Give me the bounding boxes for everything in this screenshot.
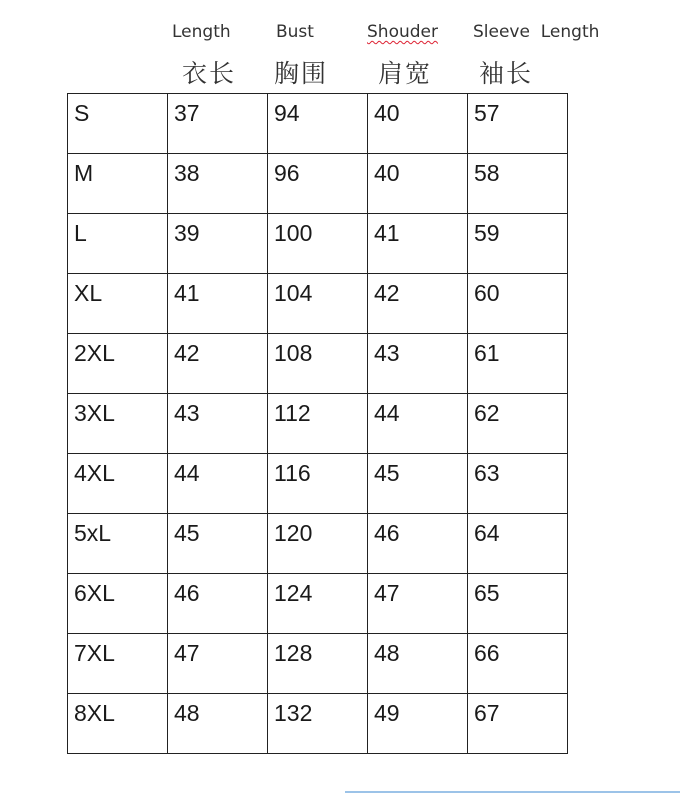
shoulder-cell: 45	[368, 454, 468, 514]
shoulder-cell: 47	[368, 574, 468, 634]
header-zh-bust: 胸围	[274, 59, 329, 88]
header-en-shoulder: Shouder	[367, 22, 438, 42]
length-cell: 37	[168, 94, 268, 154]
header-en-length: Length	[172, 22, 231, 42]
length-cell: 47	[168, 634, 268, 694]
bust-cell: 124	[268, 574, 368, 634]
size-cell: 7XL	[68, 634, 168, 694]
shoulder-cell: 44	[368, 394, 468, 454]
size-cell: M	[68, 154, 168, 214]
sleeve-length-cell: 62	[468, 394, 568, 454]
shoulder-cell: 46	[368, 514, 468, 574]
bust-cell: 112	[268, 394, 368, 454]
bust-cell: 116	[268, 454, 368, 514]
length-cell: 44	[168, 454, 268, 514]
bust-cell: 96	[268, 154, 368, 214]
size-cell: XL	[68, 274, 168, 334]
table-row	[68, 694, 568, 754]
bust-cell: 108	[268, 334, 368, 394]
length-cell: 46	[168, 574, 268, 634]
bust-cell: 128	[268, 634, 368, 694]
bottom-divider	[345, 791, 680, 793]
sleeve-length-cell: 65	[468, 574, 568, 634]
length-cell: 42	[168, 334, 268, 394]
sleeve-length-cell: 66	[468, 634, 568, 694]
table-row	[68, 94, 568, 154]
table-row	[68, 514, 568, 574]
shoulder-cell: 40	[368, 94, 468, 154]
size-cell: 8XL	[68, 694, 168, 754]
header-zh-length: 衣长	[182, 59, 237, 88]
size-cell: 6XL	[68, 574, 168, 634]
bust-cell: 120	[268, 514, 368, 574]
sleeve-length-cell: 58	[468, 154, 568, 214]
shoulder-cell: 40	[368, 154, 468, 214]
shoulder-cell: 48	[368, 634, 468, 694]
length-cell: 38	[168, 154, 268, 214]
bust-cell: 132	[268, 694, 368, 754]
header-zh-shoulder: 肩宽	[378, 59, 433, 88]
size-cell: S	[68, 94, 168, 154]
bust-cell: 104	[268, 274, 368, 334]
table-row	[68, 154, 568, 214]
header-en-sleeve-length: Sleeve Length	[473, 22, 600, 42]
sleeve-length-cell: 57	[468, 94, 568, 154]
table-row	[68, 574, 568, 634]
table-row	[68, 334, 568, 394]
sleeve-length-cell: 63	[468, 454, 568, 514]
length-cell: 45	[168, 514, 268, 574]
size-cell: 4XL	[68, 454, 168, 514]
size-cell: 2XL	[68, 334, 168, 394]
length-cell: 41	[168, 274, 268, 334]
shoulder-cell: 42	[368, 274, 468, 334]
shoulder-cell: 43	[368, 334, 468, 394]
table-row	[68, 454, 568, 514]
shoulder-cell: 49	[368, 694, 468, 754]
size-cell: 3XL	[68, 394, 168, 454]
header-zh-sleeve-length: 袖长	[479, 59, 534, 88]
sleeve-length-cell: 59	[468, 214, 568, 274]
shoulder-cell: 41	[368, 214, 468, 274]
bust-cell: 100	[268, 214, 368, 274]
length-cell: 48	[168, 694, 268, 754]
table-row	[68, 214, 568, 274]
sleeve-length-cell: 60	[468, 274, 568, 334]
size-cell: L	[68, 214, 168, 274]
sleeve-length-cell: 64	[468, 514, 568, 574]
sleeve-length-cell: 61	[468, 334, 568, 394]
length-cell: 43	[168, 394, 268, 454]
length-cell: 39	[168, 214, 268, 274]
table-row	[68, 274, 568, 334]
size-cell: 5xL	[68, 514, 168, 574]
bust-cell: 94	[268, 94, 368, 154]
table-row	[68, 394, 568, 454]
header-en-bust: Bust	[276, 22, 314, 42]
table-row	[68, 634, 568, 694]
size-chart-table	[67, 93, 568, 754]
sleeve-length-cell: 67	[468, 694, 568, 754]
